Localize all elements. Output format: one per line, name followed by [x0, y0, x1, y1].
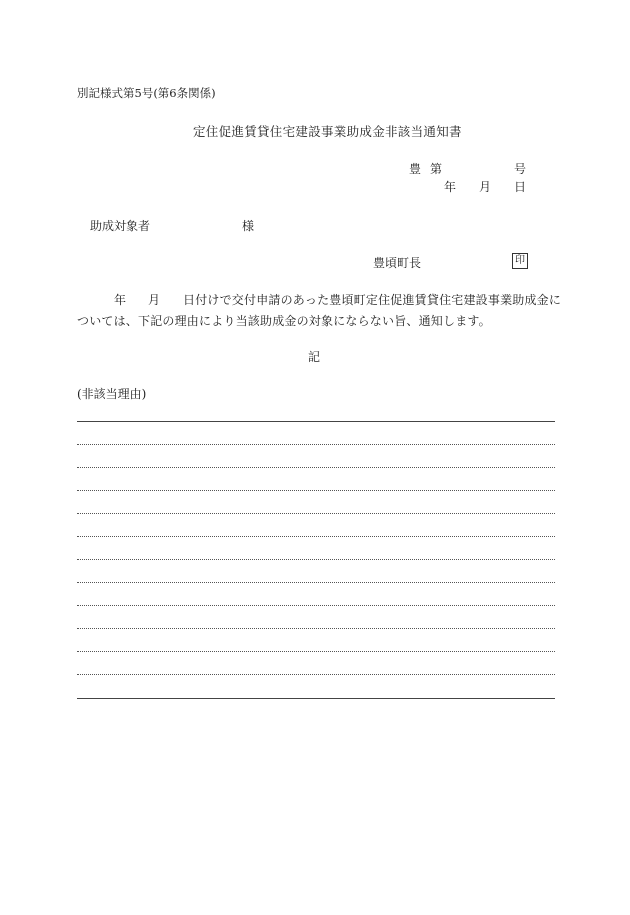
body-year-label: 年	[114, 293, 127, 307]
form-number: 別記様式第5号(第6条関係)	[77, 86, 216, 100]
body-text-line-2: ついては、下記の理由により当該助成金の対象にならない旨、通知します。	[77, 314, 491, 328]
issuer-name: 豊頃町長	[373, 256, 422, 270]
reason-dotted-line	[77, 559, 555, 560]
reason-dotted-line	[77, 651, 555, 652]
document-number-go: 号	[514, 162, 527, 176]
reason-dotted-line	[77, 444, 555, 445]
document-title: 定住促進賃貸住宅建設事業助成金非該当通知書	[193, 124, 462, 139]
body-text-line-1: 日付けで交付申請のあった豊頃町定住促進賃貸住宅建設事業助成金に	[183, 293, 562, 307]
recipient-label: 助成対象者	[90, 219, 151, 233]
reason-dotted-line	[77, 628, 555, 629]
reason-dotted-line	[77, 674, 555, 675]
reason-label: (非該当理由)	[77, 387, 147, 401]
recipient-honorific: 様	[242, 219, 255, 233]
reason-dotted-line	[77, 513, 555, 514]
date-year-label: 年	[444, 180, 457, 194]
reason-dotted-line	[77, 582, 555, 583]
seal-mark: 印	[512, 253, 528, 269]
date-day-label: 日	[514, 180, 527, 194]
reason-bottom-rule	[77, 698, 555, 699]
document-number-prefix: 豊	[409, 162, 422, 176]
reason-dotted-line	[77, 536, 555, 537]
reason-dotted-line	[77, 490, 555, 491]
reason-top-rule	[77, 421, 555, 422]
ki-heading: 記	[308, 350, 321, 364]
body-month-label: 月	[148, 293, 161, 307]
reason-dotted-line	[77, 605, 555, 606]
document-number-dai: 第	[430, 162, 443, 176]
reason-dotted-line	[77, 467, 555, 468]
date-month-label: 月	[479, 180, 492, 194]
